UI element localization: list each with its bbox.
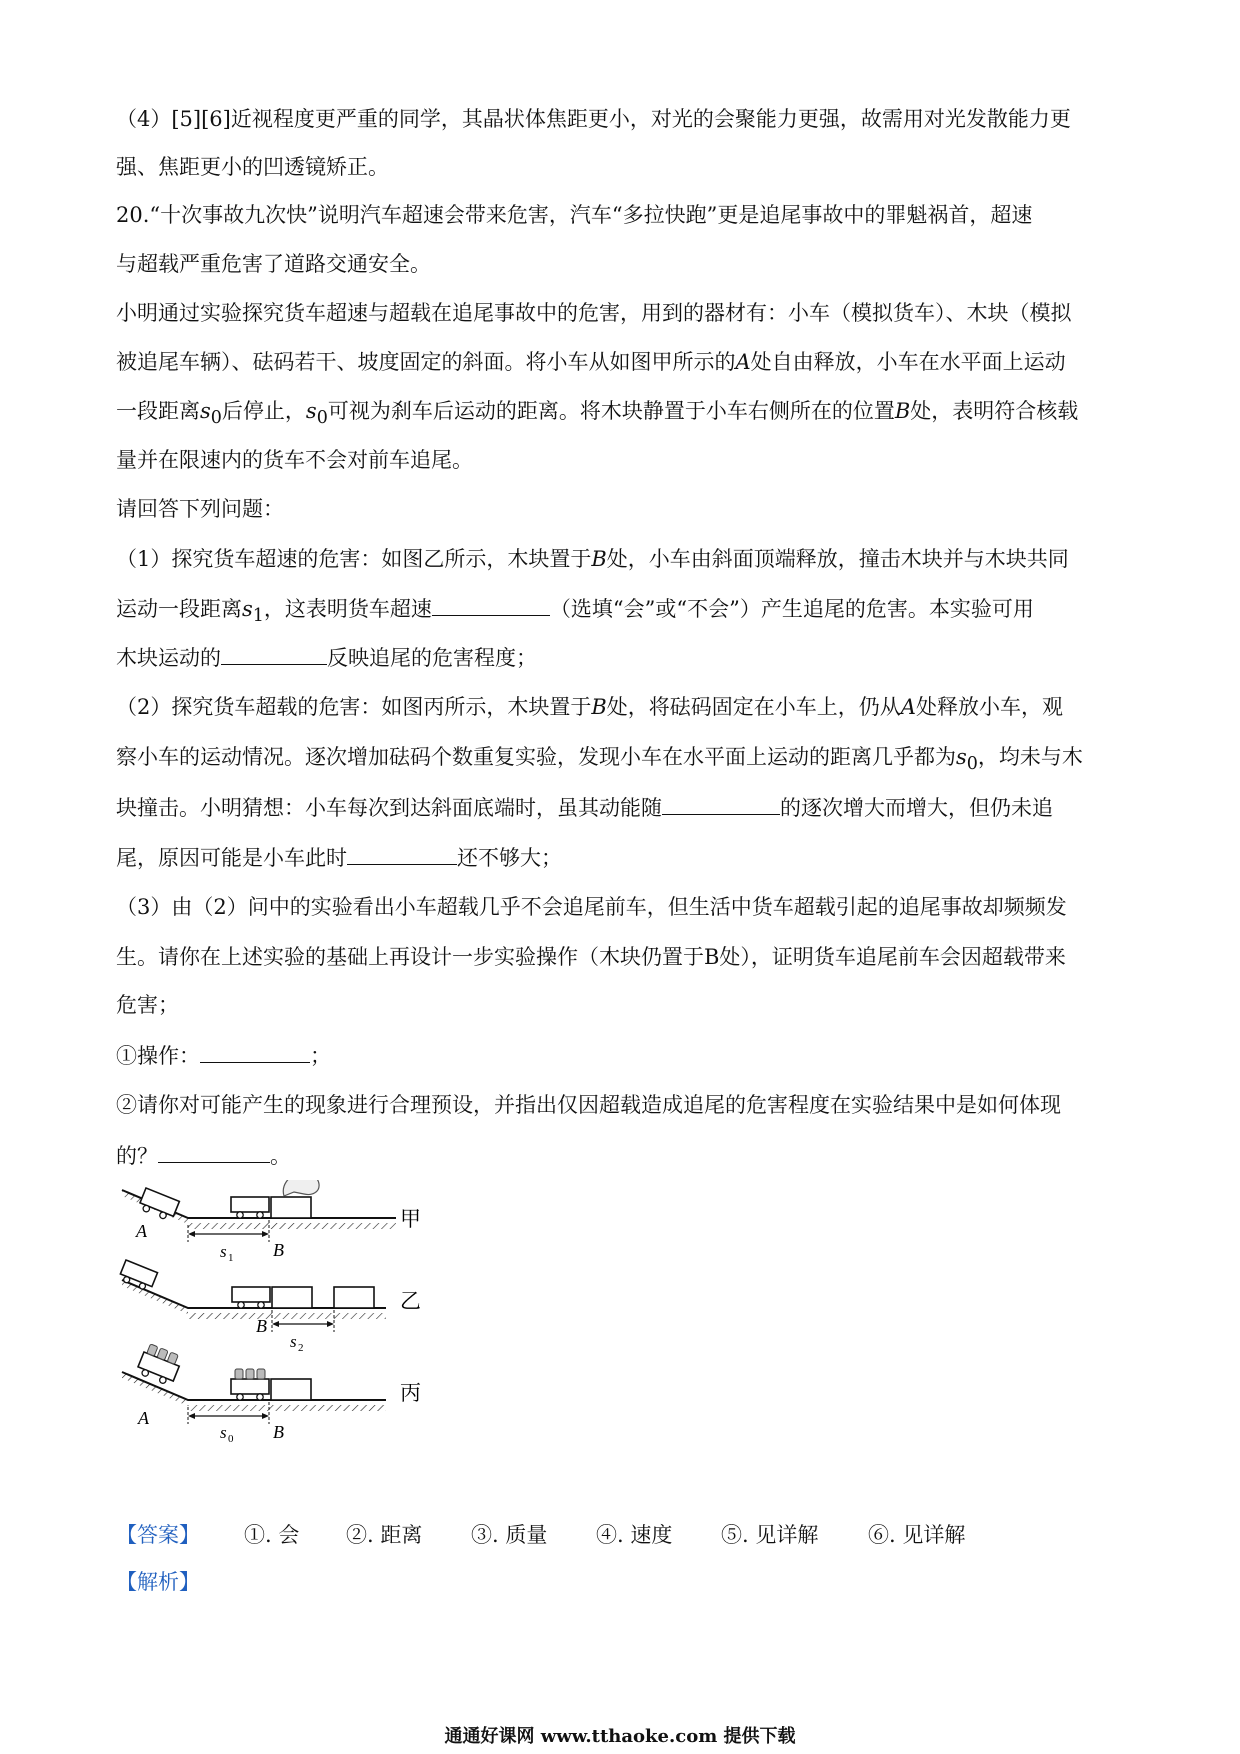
arrow-head	[188, 1413, 195, 1419]
label-sub: 2	[298, 1342, 304, 1354]
label-sub: 1	[228, 1252, 234, 1264]
answer-blank[interactable]	[347, 842, 457, 865]
label-s: s	[220, 1242, 227, 1261]
wood-block	[334, 1287, 374, 1308]
label-B: B	[256, 1316, 267, 1336]
label-A: A	[138, 1408, 149, 1428]
arrow-head	[262, 1231, 269, 1237]
answer-row	[116, 1520, 966, 1550]
text-line: 被追尾车辆）、砝码若干、坡度固定的斜面。将小车从如图甲所示的A处自由释放，小车在水平面上运动	[116, 350, 1066, 374]
cart-with-weights	[231, 1369, 269, 1400]
panel-jia	[122, 1180, 421, 1264]
text-line: 块撞击。小明猜想：小车每次到达斜面底端时，虽其动能随 的逐次增大而增大，但仍未追	[116, 792, 1136, 823]
sub-question-1: （1）探究货车超速的危害：如图乙所示，木块置于B处，小车由斜面顶端释放，撞击木块并与木块共同	[116, 547, 1069, 571]
label-jia: 甲	[400, 1207, 421, 1231]
answer-item: ⑤. 见详解	[721, 1523, 819, 1547]
text-line: ②请你对可能产生的现象进行合理预设，并指出仅因超载造成追尾的危害程度在实验结果中是如何体现	[116, 1093, 1061, 1117]
text-line: 与超载严重危害了道路交通安全。	[116, 252, 431, 276]
label-yi: 乙	[400, 1289, 421, 1313]
text-line: ①操作： ；	[116, 1040, 1136, 1071]
answer-blank[interactable]	[200, 1040, 310, 1063]
text-line: 察小车的运动情况。逐次增加砝码个数重复实验，发现小车在水平面上运动的距离几乎都为$s_0$，均未与木	[116, 745, 1083, 775]
text-line: 尾，原因可能是小车此时 还不够大；	[116, 842, 1136, 873]
ground-hatch	[188, 1405, 386, 1411]
text-line: 生。请你在上述实验的基础上再设计一步实验操作（木块仍置于B处），证明货车追尾前车会因超载带来	[116, 945, 1066, 969]
label-B: B	[273, 1240, 284, 1260]
label-A: A	[136, 1221, 147, 1241]
ground-hatch	[188, 1223, 396, 1229]
text-line: 的？ 。	[116, 1140, 1136, 1171]
wood-block	[272, 1287, 312, 1308]
cart	[138, 1188, 180, 1222]
text-line: 一段距离$s_0$后停止，$s_0$可视为刹车后运动的距离。将木块静置于小车右侧所在的位置B处，表明符合核载	[116, 399, 1079, 429]
answer-item: ④. 速度	[596, 1523, 673, 1547]
text-line: 小明通过实验探究货车超速与超载在追尾事故中的危害，用到的器材有：小车（模拟货车）、木块（模拟	[116, 301, 1072, 325]
label-s: s	[290, 1332, 297, 1351]
hand-icon	[283, 1180, 319, 1196]
answer-blank[interactable]	[662, 792, 780, 815]
label-sub: 0	[228, 1433, 234, 1445]
text-line: 强、焦距更小的凹透镜矫正。	[116, 155, 389, 179]
analysis-label: 【解析】	[116, 1570, 200, 1594]
answer-item: ⑥. 见详解	[868, 1523, 966, 1547]
arrow-head	[188, 1231, 195, 1237]
answer-item: ②. 距离	[346, 1523, 423, 1547]
footer-watermark[interactable]: 通通好课网 www.tthaoke.com 提供下载	[444, 1726, 796, 1747]
ground-hatch	[188, 1313, 386, 1319]
label-s: s	[220, 1423, 227, 1442]
text-line: 量并在限速内的货车不会对前车追尾。	[116, 448, 473, 472]
arrow-head	[327, 1321, 334, 1327]
question-20-title: 20.“十次事故九次快”说明汽车超速会带来危害，汽车“多拉快跑”更是追尾事故中的罪魁祸首，超速	[116, 203, 1033, 227]
text-line: 请回答下列问题：	[116, 497, 284, 521]
answer-label: 【答案】	[116, 1523, 200, 1547]
panel-bing	[122, 1343, 421, 1445]
experiment-figure	[116, 1180, 486, 1475]
text-line: 木块运动的 反映追尾的危害程度；	[116, 642, 1136, 673]
answer-blank[interactable]	[158, 1140, 270, 1163]
answer-blank[interactable]	[221, 642, 327, 665]
answer-item: ①. 会	[244, 1523, 300, 1547]
wood-block	[271, 1197, 311, 1218]
answer-item: ③. 质量	[471, 1523, 548, 1547]
text-line: 运动一段距离$s_1$，这表明货车超速 （选填“会”或“不会”）产生追尾的危害。本实验可用	[116, 593, 1136, 631]
sub-question-2: （2）探究货车超载的危害：如图丙所示，木块置于B处，将砝码固定在小车上，仍从A处释放小车，观	[116, 695, 1063, 719]
panel-yi	[118, 1260, 421, 1354]
wood-block	[271, 1379, 311, 1400]
text-line: （4）[5][6]近视程度更严重的同学，其晶状体焦距更小，对光的会聚能力更强，故需用对光发散能力更	[116, 107, 1071, 131]
sub-question-3: （3）由（2）问中的实验看出小车超载几乎不会追尾前车，但生活中货车超载引起的追尾事故却频频发	[116, 895, 1067, 919]
arrow-head	[272, 1321, 279, 1327]
answer-blank[interactable]	[432, 593, 550, 616]
arrow-head	[262, 1413, 269, 1419]
label-bing: 丙	[400, 1381, 421, 1405]
cart	[231, 1197, 269, 1218]
label-B: B	[273, 1422, 284, 1442]
cart	[232, 1287, 270, 1308]
text-line: 危害；	[116, 993, 179, 1017]
